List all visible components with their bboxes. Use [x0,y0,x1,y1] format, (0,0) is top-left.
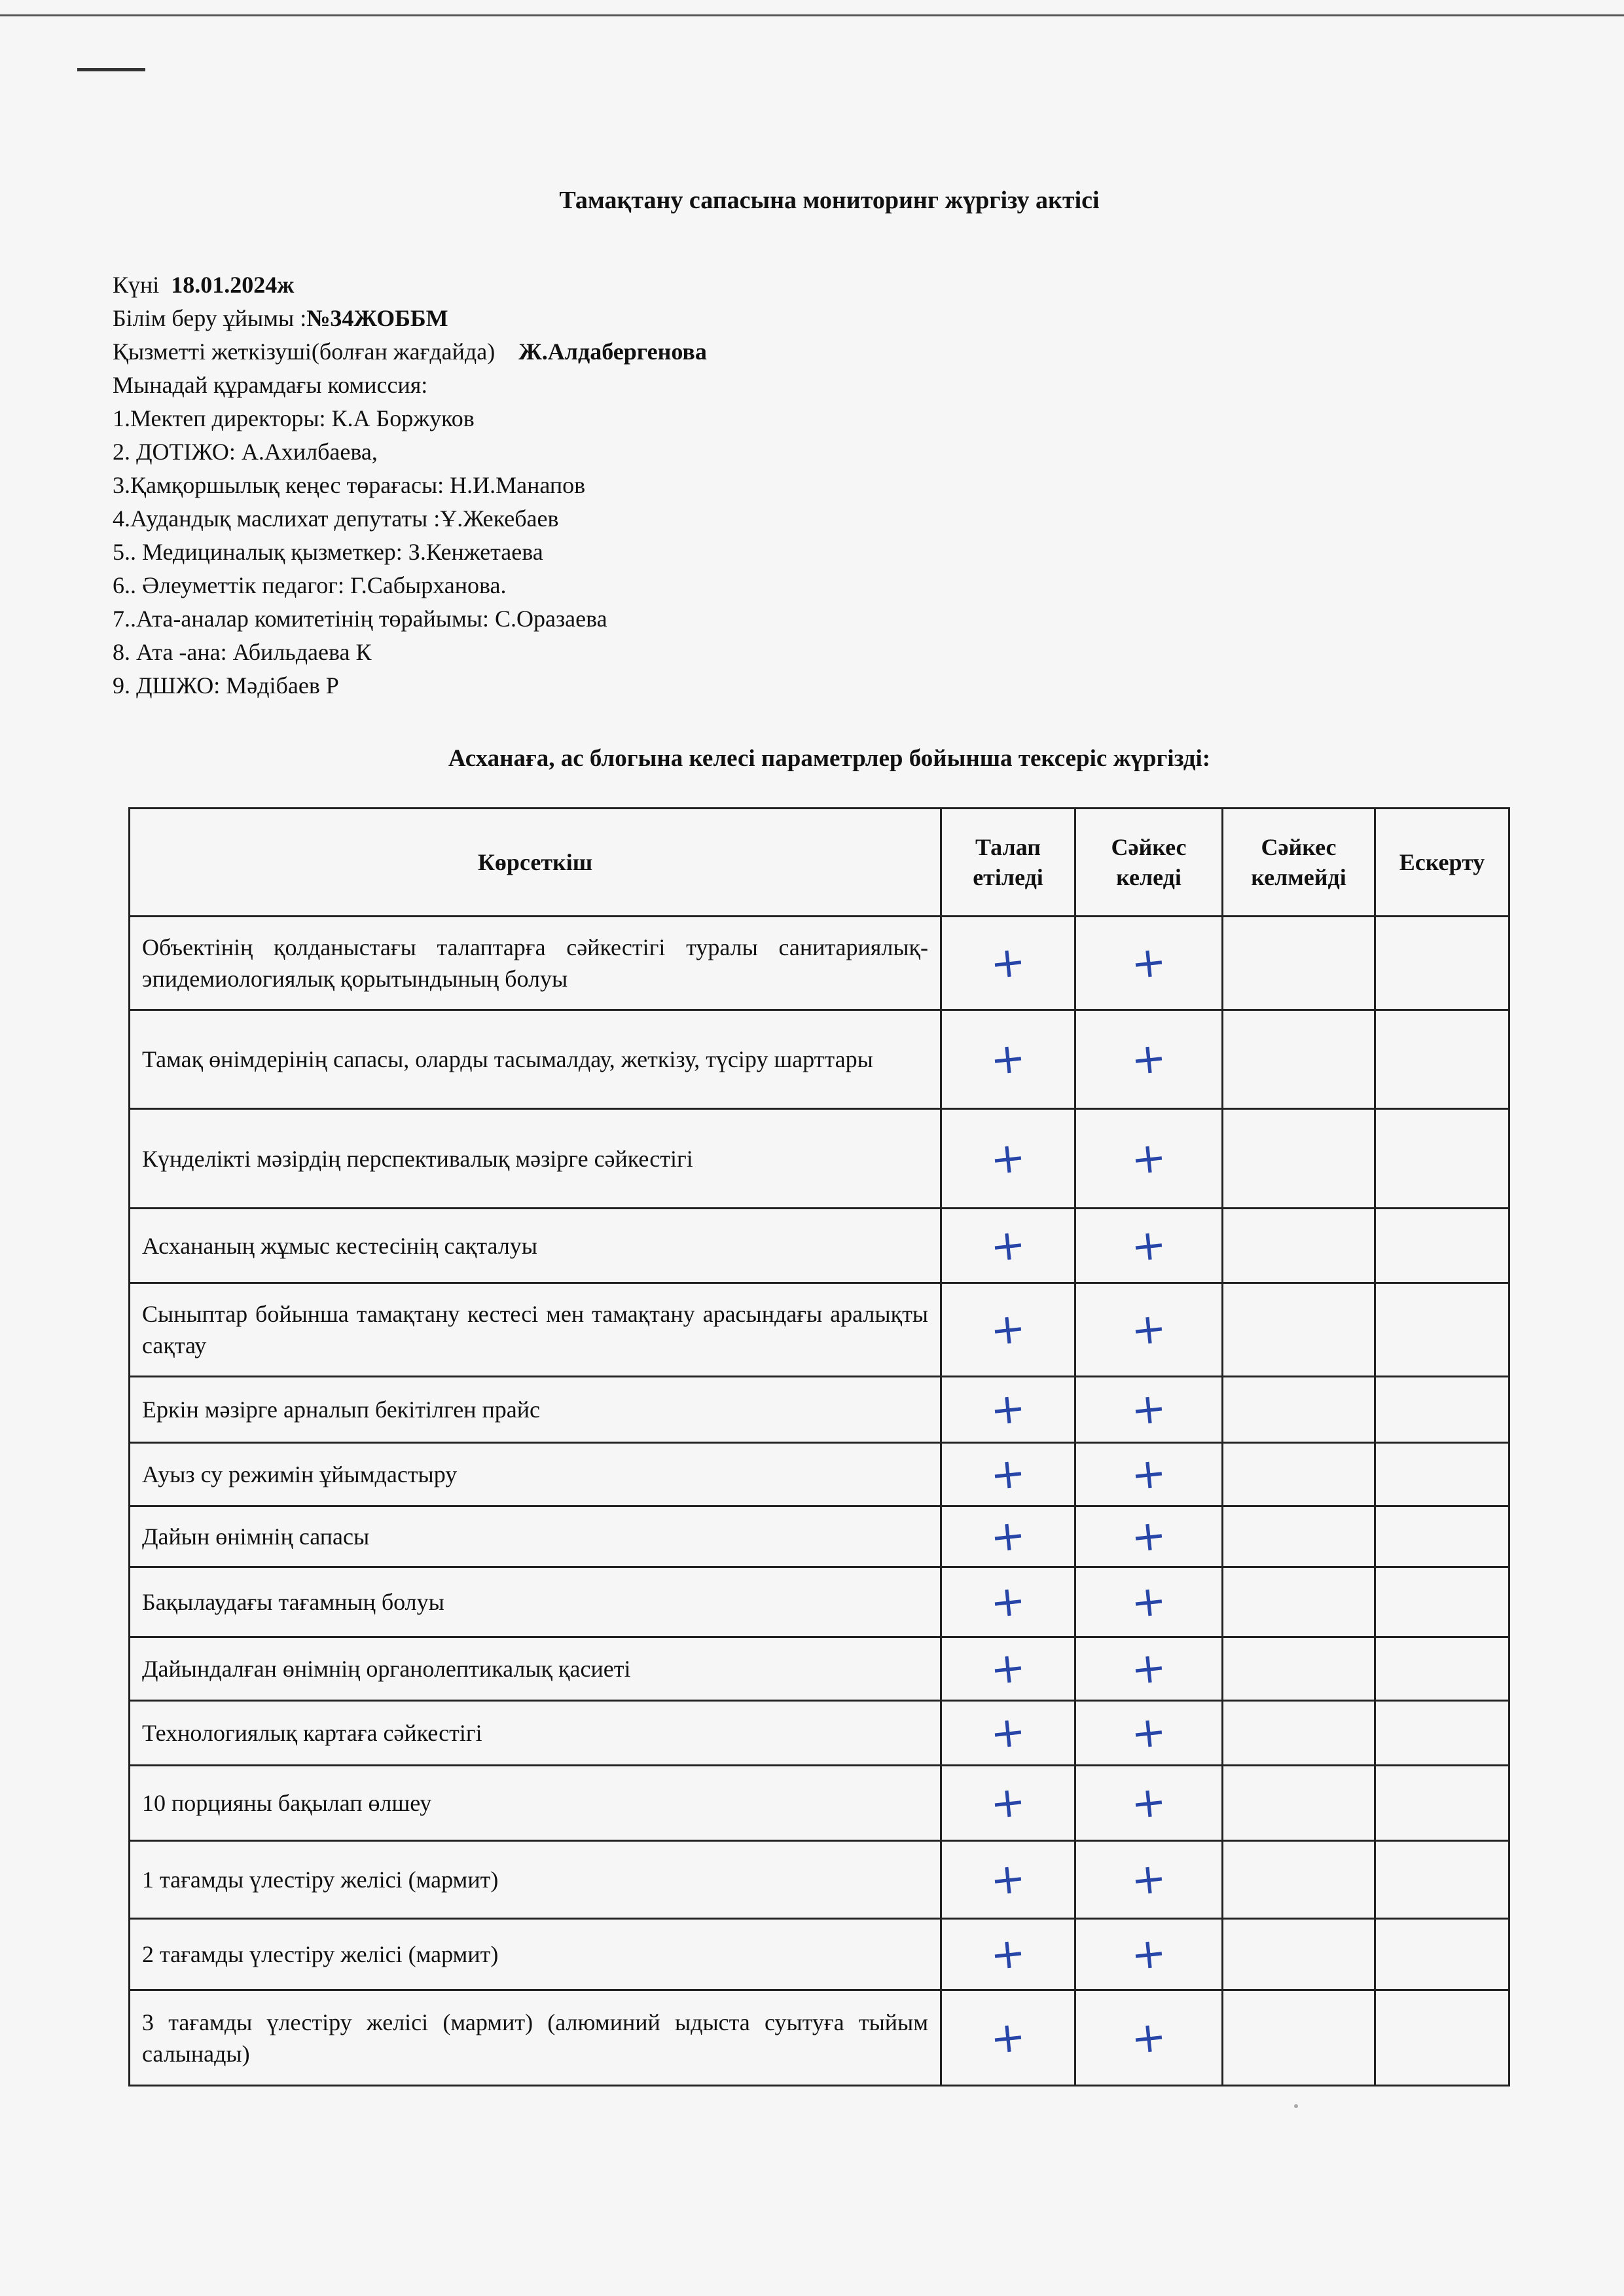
compliant-mark [1075,1701,1223,1766]
noncompliant-cell [1223,1701,1375,1766]
commission-label: Мынадай құрамдағы комиссия: [113,372,428,398]
pen-mark: + [1128,1707,1169,1759]
pen-mark: + [1128,1576,1169,1628]
note-cell [1375,1701,1509,1766]
indicator-cell: Ауыз су режимін ұйымдастыру [130,1443,941,1506]
commission-member: 6.. Әлеуметтік педагог: Г.Сабырханова. [113,572,507,598]
required-mark [941,1766,1075,1841]
table-row [130,1109,1509,1209]
pen-mark: + [1128,1033,1169,1085]
note-cell [1375,1010,1509,1109]
note-cell [1375,1506,1509,1567]
noncompliant-cell [1223,1841,1375,1919]
pen-mark: + [988,1448,1028,1501]
table-row [130,1506,1509,1567]
commission-member: 7..Ата-аналар комитетінің төрайымы: С.Оразаева [113,606,607,632]
note-cell [1375,1637,1509,1701]
compliant-mark [1075,1841,1223,1919]
pen-mark: + [1128,1219,1169,1272]
header-noncompliant: Сәйкес келмейді [1223,809,1375,917]
table-row [130,1283,1509,1377]
table-row [130,1637,1509,1701]
compliant-mark [1075,1010,1223,1109]
org-label: Білім беру ұйымы : [113,305,307,331]
pen-mark: + [988,1707,1028,1759]
pen-mark: + [988,1383,1028,1436]
supplier-value: Ж.Алдабергенова [518,338,707,365]
commission-member: 5.. Медициналық қызметкер: З.Кенжетаева [113,539,543,565]
required-mark [941,1701,1075,1766]
commission-member: 4.Аудандық маслихат депутаты :Ұ.Жекебаев [113,505,559,532]
pen-mark: + [988,1219,1028,1272]
pen-mark: + [1128,1510,1169,1563]
noncompliant-cell [1223,1990,1375,2086]
required-mark [941,1010,1075,1109]
table-row [130,1567,1509,1637]
note-cell [1375,1109,1509,1209]
pen-mark: + [1128,1448,1169,1501]
table-row [130,1919,1509,1990]
pen-mark: + [988,1928,1028,1980]
indicator-cell: 2 тағамды үлестіру желісі (мармит) [130,1919,941,1990]
table-row [130,1010,1509,1109]
required-mark [941,1841,1075,1919]
compliant-mark [1075,1567,1223,1637]
pen-mark: + [988,1510,1028,1563]
indicator-cell: Сыныптар бойынша тамақтану кестесі мен тамақтану арасындағы аралықты сақтау [130,1283,941,1377]
note-cell [1375,1377,1509,1443]
scan-mark [77,68,145,71]
indicator-cell: Еркін мәзірге арналып бекітілген прайс [130,1377,941,1443]
date-label: Күні [113,272,160,298]
required-mark [941,1567,1075,1637]
pen-mark: + [988,2011,1028,2064]
note-cell [1375,1766,1509,1841]
commission-member: 2. ДОТІЖО: А.Ахилбаева, [113,439,378,465]
org-value: №34ЖОББМ [306,305,448,331]
indicator-cell: Күнделікті мәзірдің перспективалық мәзірге сәйкестігі [130,1109,941,1209]
compliant-mark [1075,1766,1223,1841]
pen-mark: + [1128,1132,1169,1185]
noncompliant-cell [1223,1637,1375,1701]
compliant-mark [1075,1283,1223,1377]
pen-mark: + [988,1853,1028,1906]
note-cell [1375,917,1509,1010]
compliant-mark [1075,1990,1223,2086]
pen-mark: + [988,1576,1028,1628]
noncompliant-cell [1223,1010,1375,1109]
required-mark [941,1109,1075,1209]
pen-mark: + [988,1777,1028,1829]
compliant-mark [1075,1109,1223,1209]
header-compliant: Сәйкес келеді [1075,809,1223,917]
required-mark [941,1990,1075,2086]
indicator-cell: Дайын өнімнің сапасы [130,1506,941,1567]
noncompliant-cell [1223,1109,1375,1209]
indicator-cell: Технологиялық картаға сәйкестігі [130,1701,941,1766]
header-note: Ескерту [1375,809,1509,917]
header-indicator: Көрсеткіш [130,809,941,917]
noncompliant-cell [1223,1506,1375,1567]
indicator-cell: Дайындалған өнімнің органолептикалық қасиеті [130,1637,941,1701]
compliant-mark [1075,1209,1223,1283]
pen-mark: + [988,937,1028,989]
pen-mark: + [988,1643,1028,1695]
commission-member: 8. Ата -ана: Абильдаева К [113,639,372,665]
pen-mark: + [988,1132,1028,1185]
required-mark [941,1209,1075,1283]
table-row [130,1443,1509,1506]
indicator-cell: Тамақ өнімдерінің сапасы, оларды тасымалдау, жеткізу, түсіру шарттары [130,1010,941,1109]
compliant-mark [1075,1377,1223,1443]
inspection-table [128,807,1510,2086]
note-cell [1375,1283,1509,1377]
noncompliant-cell [1223,1283,1375,1377]
required-mark [941,1283,1075,1377]
commission-member: 9. ДШЖО: Мәдібаев Р [113,672,339,699]
noncompliant-cell [1223,1567,1375,1637]
indicator-cell: 3 тағамды үлестіру желісі (мармит) (алюминий ыдыста суытуға тыйым салынады) [130,1990,941,2086]
table-row [130,1990,1509,2086]
note-cell [1375,1919,1509,1990]
compliant-mark [1075,1506,1223,1567]
compliant-mark [1075,917,1223,1010]
table-header-row [130,809,1509,917]
note-cell [1375,1209,1509,1283]
supplier-label: Қызметті жеткізуші(болған жағдайда) [113,338,496,365]
table-row [130,917,1509,1010]
note-cell [1375,1443,1509,1506]
noncompliant-cell [1223,1377,1375,1443]
table-row [130,1841,1509,1919]
pen-mark: + [1128,1853,1169,1906]
noncompliant-cell [1223,1443,1375,1506]
required-mark [941,917,1075,1010]
indicator-cell: Объектінің қолданыстағы талаптарға сәйкестігі туралы санитариялық-эпидемиологиялық қорытындының болуы [130,917,941,1010]
pen-mark: + [1128,1928,1169,1980]
commission-member: 3.Қамқоршылық кеңес төрағасы: Н.И.Манапов [113,472,586,498]
pen-mark: + [1128,1777,1169,1829]
indicator-cell: 1 тағамды үлестіру желісі (мармит) [130,1841,941,1919]
pen-mark: + [1128,937,1169,989]
noncompliant-cell [1223,917,1375,1010]
scan-edge-line [0,14,1624,16]
table-row [130,1766,1509,1841]
pen-mark: + [1128,1383,1169,1436]
noncompliant-cell [1223,1766,1375,1841]
pen-mark: + [988,1033,1028,1085]
compliant-mark [1075,1919,1223,1990]
indicator-cell: Асхананың жұмыс кестесінің сақталуы [130,1209,941,1283]
table-row [130,1377,1509,1443]
required-mark [941,1377,1075,1443]
required-mark [941,1637,1075,1701]
commission-member: 1.Мектеп директоры: К.А Боржуков [113,405,475,431]
note-cell [1375,1567,1509,1637]
table-row [130,1209,1509,1283]
org-line [113,302,707,335]
note-cell [1375,1990,1509,2086]
required-mark [941,1443,1075,1506]
pen-mark: + [1128,1643,1169,1695]
scan-speck [1294,2104,1298,2108]
pen-mark: + [1128,1303,1169,1356]
compliant-mark [1075,1443,1223,1506]
date-line [113,268,707,302]
required-mark [941,1506,1075,1567]
header-required: Талап етіледі [941,809,1075,917]
section-title: Асханаға, ас блогына келесі параметрлер бойынша тексеріс жүргізді: [448,745,1211,772]
compliant-mark [1075,1637,1223,1701]
info-block [113,268,707,702]
date-value: 18.01.2024ж [171,272,295,298]
supplier-line [113,335,707,369]
noncompliant-cell [1223,1209,1375,1283]
indicator-cell: 10 порцияны бақылап өлшеу [130,1766,941,1841]
indicator-cell: Бақылаудағы тағамның болуы [130,1567,941,1637]
document-title: Тамақтану сапасына мониторинг жүргізу актісі [559,187,1100,214]
noncompliant-cell [1223,1919,1375,1990]
pen-mark: + [1128,2011,1169,2064]
required-mark [941,1919,1075,1990]
pen-mark: + [988,1303,1028,1356]
table-row [130,1701,1509,1766]
note-cell [1375,1841,1509,1919]
